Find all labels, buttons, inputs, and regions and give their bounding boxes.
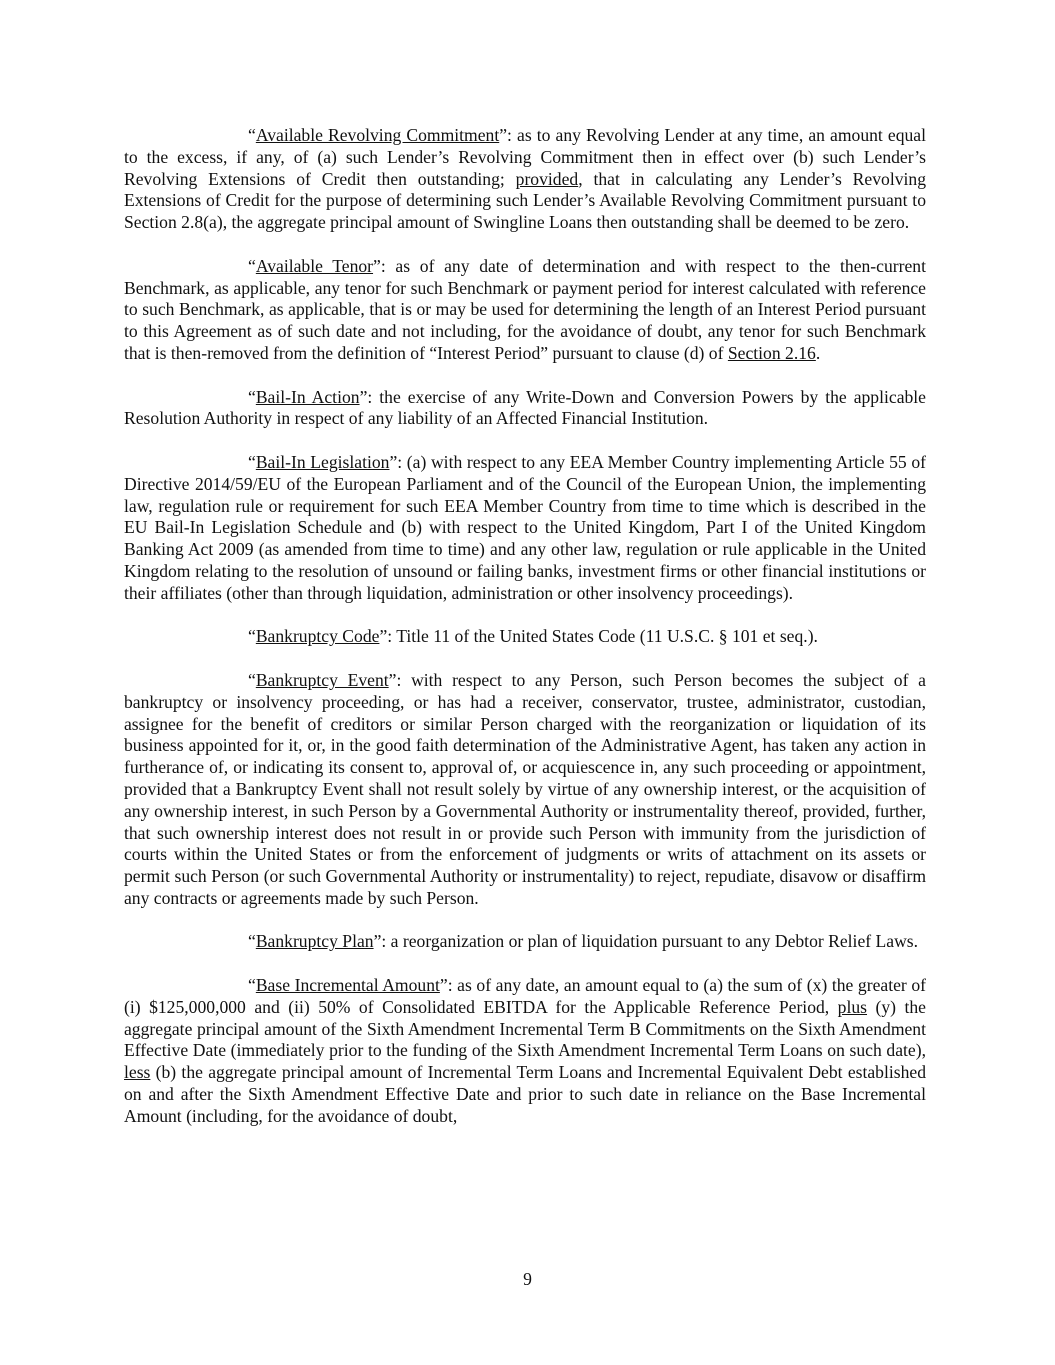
defined-term: Bail-In Action [255, 386, 360, 407]
definition-available-tenor: “Available Tenor”: as of any date of determination and with respect to the then-current Benchmark, as applicable, any tenor for such Benchmark or payment period for interest calculated with reference to such Benchmark, as applicable, that is or may be used for determining the length of an Interest Period pursuant to this Agreement as of such date and not including, for the avoidance of doubt, any tenor for such Benchmark that is then-removed from the definition of “Interest Period” pursuant to clause (d) of Section 2.16. [124, 255, 926, 363]
definition-bankruptcy-plan: “Bankruptcy Plan”: a reorganization or plan of liquidation pursuant to any Debtor Relief Laws. [248, 931, 919, 952]
definition-bankruptcy-code: “Bankruptcy Code”: Title 11 of the United States Code (11 U.S.C. § 101 et seq.). [248, 626, 818, 647]
emphasis-underline: plus [837, 996, 868, 1017]
defined-term: Bankruptcy Code [255, 626, 380, 647]
definition-bail-in-action: “Bail-In Action”: the exercise of any Write-Down and Conversion Powers by the applicable Resolution Authority in respect of any liability of an Affected Financial Institution. [124, 386, 926, 429]
defined-term: Bankruptcy Plan [255, 931, 374, 952]
section-reference: Section 2.16 [727, 342, 816, 363]
defined-term: Available Tenor [255, 255, 374, 276]
defined-term: Bail-In Legislation [255, 451, 390, 472]
definitions-body [124, 125, 926, 1149]
definition-bail-in-legislation: “Bail-In Legislation”: (a) with respect to any EEA Member Country implementing Article 55 of Directive 2014/59/EU of the European Parliament and of the Council of the European Union, the implementing law, regulation rule or requirement for such EEA Member Country from time to time which is described in the EU Bail-In Legislation Schedule and (b) with respect to the United Kingdom, Part I of the United Kingdom Banking Act 2009 (as amended from time to time) and any other law, regulation or rule applicable in the United Kingdom relating to the resolution of unsound or failing banks, investment firms or other financial institutions or their affiliates (other than through liquidation, administration or other insolvency proceedings). [124, 451, 926, 603]
page-number: 9 [523, 1269, 532, 1289]
definition-bankruptcy-event: “Bankruptcy Event”: with respect to any Person, such Person becomes the subject of a bankruptcy or insolvency proceeding, or has had a receiver, conservator, trustee, administrator, custodian, assignee for the benefit of creditors or similar Person charged with the reorganization or liquidation of its business appointed for it, or, in the good faith determination of the Administrative Agent, has taken any action in furtherance of, or indicating its consent to, approval of, or acquiescence in, any such proceeding or appointment, provided that a Bankruptcy Event shall not result solely by virtue of any ownership interest, or the acquisition of any ownership interest, in such Person by a Governmental Authority or instrumentality thereof, provided, further, that such ownership interest does not result in or provide such Person with immunity from the jurisdiction of courts within the United States or from the enforcement of judgments or writs of attachment on its assets or permit such Person (or such Governmental Authority or instrumentality) to reject, repudiate, disavow or disaffirm any contracts or agreements made by such Person. [124, 669, 926, 908]
defined-term: Available Revolving Commitment [255, 125, 500, 145]
emphasis-underline: less [124, 1062, 151, 1083]
definition-available-revolving-commitment: “Available Revolving Commitment”: as to any Revolving Lender at any time, an amount equal to the excess, if any, of (a) such Lender’s Revolving Commitment then in effect over (b) such Lender’s Revolving Extensions of Credit then outstanding; provided, that in calculating any Lender’s Revolving Extensions of Credit for the purpose of determining such Lender’s Available Revolving Commitment pursuant to Section 2.8(a), the aggregate principal amount of Swingline Loans then outstanding shall be deemed to be zero. [124, 125, 926, 233]
emphasis-underline: provided [515, 168, 579, 189]
definition-base-incremental-amount: “Base Incremental Amount”: as of any date, an amount equal to (a) the sum of (x) the greater of (i) $125,000,000 and (ii) 50% of Consolidated EBITDA for the Applicable Reference Period, plus (y) the aggregate principal amount of the Sixth Amendment Incremental Term B Commitments on the Sixth Amendment Effective Date (immediately prior to the funding of the Sixth Amendment Incremental Term Loans on such date), less (b) the aggregate principal amount of Incremental Term Loans and Incremental Equivalent Debt established on and after the Sixth Amendment Effective Date and prior to such date in reliance on the Base Incremental Amount (including, for the avoidance of doubt, [124, 975, 926, 1126]
defined-term: Base Incremental Amount [255, 975, 440, 996]
defined-term: Bankruptcy Event [255, 669, 389, 690]
